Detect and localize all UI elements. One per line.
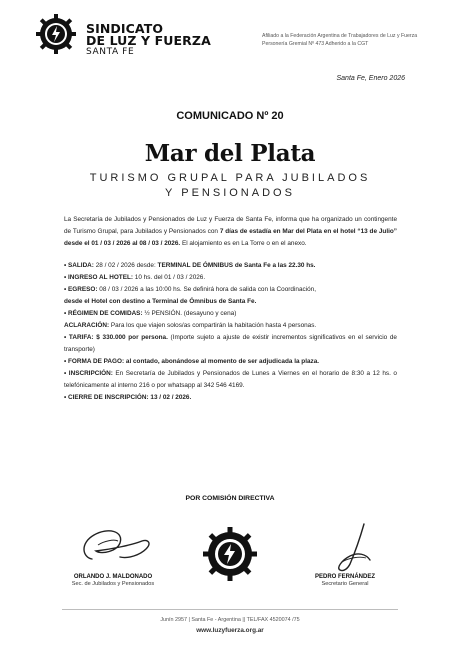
aclaracion-text: Para los que viajen solos/as compartirán la habitación hasta 4 personas. [109,322,317,329]
item-egreso [64,284,397,308]
intro-text-2: El alojamiento es en La Torre o en el anexo. [180,240,307,247]
item-forma-pago [64,356,397,368]
ingreso-label: • INGRESO AL HOTEL: [64,274,133,281]
inscripcion-text: En Secretaría de Jubilados y Pensionados de Lunes a Viernes en el horario de 8:30 a 12 hs. o telefónicamente al interno 216 o por whatsapp al 342 546 4169. [64,370,397,389]
por-comision-directiva: POR COMISIÓN DIRECTIVA [185,495,275,502]
footer-address: Junín 2957 | Santa Fe - Argentina || TEL/FAX 4520074 /75 [160,617,300,623]
footer-divider [62,609,398,610]
cierre-text: • CIERRE DE INSCRIPCIÓN: 13 / 02 / 2026. [64,394,192,401]
item-ingreso [64,272,397,284]
regimen-label: • RÉGIMEN DE COMIDAS: [64,310,143,317]
item-tarifa [64,332,397,356]
brand-line-1: SINDICATO [86,21,164,36]
union-brand [86,23,211,58]
salida-text: 28 / 02 / 2026 desde: [93,262,158,269]
left-signatory [63,573,163,588]
page-subtitle [0,171,460,201]
left-signature [62,521,162,571]
tarifa-label: • TARIFA: $ 330.000 por persona. [64,334,168,341]
item-salida [64,260,397,272]
intro-text-1: La Secretaría de Jubilados y Pensionados de Luz y Fuerza de Santa Fe, informa que ha organizado un contingente de Turismo Grupal, para Jubilados y Pensionados con [64,216,397,235]
affiliation-line-1: Afiliado a la Federación Argentina de Trabajadores de Luz y Fuerza [262,33,418,39]
intro-bold: 7 días de estadía en Mar del Plata en el hotel “13 de Julio” desde el 01 / 03 / 2026 al 08 / 03 / 2026. [64,228,397,247]
item-inscripcion [64,368,397,392]
union-logo [36,14,76,54]
right-signatory [300,573,390,588]
comunicado-number: COMUNICADO Nº 20 [176,110,284,122]
brand-line-3: SANTA FE [86,47,135,57]
item-cierre [64,392,397,404]
affiliation-note [262,33,417,48]
egreso-bold: desde el Hotel con destino a Terminal de Ómnibus de Santa Fe. [64,298,257,305]
subtitle-line-1: TURISMO GRUPAL PARA JUBILADOS [89,172,371,184]
inscripcion-label: • INSCRIPCIÓN: [64,370,113,377]
subtitle-line-2: Y PENSIONADOS [165,187,295,199]
salida-bold: TERMINAL DE ÓMNIBUS de Santa Fe a las 22.30 hs. [157,262,316,269]
regimen-text: ½ PENSIÓN. (desayuno y cena) [142,310,237,317]
document-body [64,214,397,404]
aclaracion-label: ACLARACIÓN: [64,322,110,329]
footer-website: www.luzyfuerza.org.ar [196,627,264,634]
brand-line-2: DE LUZ Y FUERZA [86,33,211,48]
union-seal [203,527,257,581]
page-title: Mar del Plata [144,140,316,167]
left-signatory-role: Sec. de Jubilados y Pensionados [71,581,155,587]
right-signatory-name: PEDRO FERNÁNDEZ [314,574,375,580]
tarifa-text: (Importe sujeto a ajuste de existir incrementos significativos en el servicio de transporte) [64,334,397,353]
intro-paragraph [64,214,397,250]
pago-bold: al contado, abonándose al momento de ser adjudicada la plaza. [124,358,320,365]
right-signature [320,520,390,580]
right-signatory-role: Secretario General [321,581,369,587]
item-aclaracion [64,320,397,332]
pago-label: • FORMA DE PAGO: [64,358,125,365]
egreso-text: 08 / 03 / 2026 a las 10:00 hs. Se definirá hora de salida con la Coordinación, [97,286,316,293]
affiliation-line-2: Personería Gremial Nº 473 Adherido a la CGT [262,40,369,47]
salida-label: • SALIDA: [64,262,94,269]
ingreso-text: 10 hs. del 01 / 03 / 2026. [133,274,206,281]
document-date: Santa Fe, Enero 2026 [336,75,405,82]
egreso-label: • EGRESO: [64,286,98,293]
item-regimen [64,308,397,320]
left-signatory-name: ORLANDO J. MALDONADO [73,574,153,580]
